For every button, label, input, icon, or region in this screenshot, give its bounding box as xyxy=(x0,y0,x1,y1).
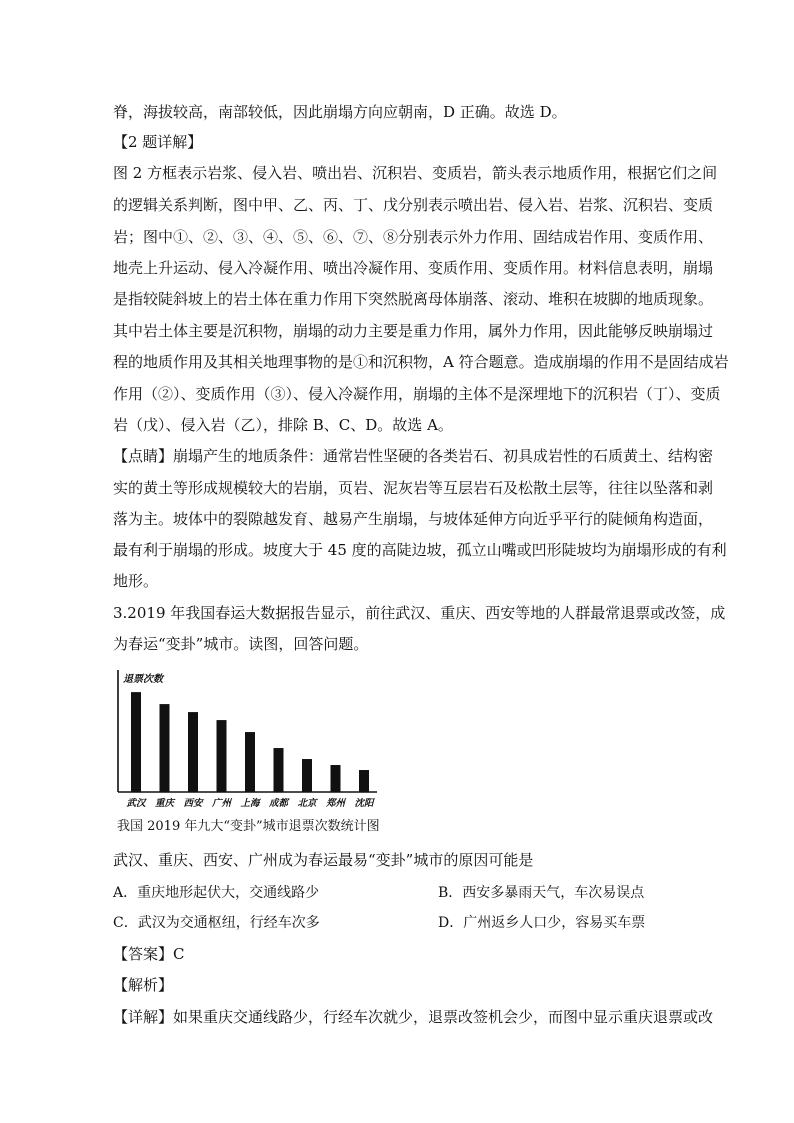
option-d[interactable]: D．广州返乡人口少，容易买车票 xyxy=(438,915,646,931)
text-line: 最有利于崩塌的形成。坡度大于 45 度的高陡边坡，孤立山嘴或凹形陡坡均为崩塌形成的有利 xyxy=(113,541,727,559)
analysis-label: 【解析】 xyxy=(113,976,174,994)
x-tick-label: 成都 xyxy=(268,798,289,809)
bar-郑州 xyxy=(331,765,341,792)
bar-沈阳 xyxy=(359,770,369,792)
question-stem: 为春运“变卦”城市。读图，回答问题。 xyxy=(113,635,369,653)
bar-成都 xyxy=(274,748,284,792)
text-line: 是指较陡斜坡上的岩土体在重力作用下突然脱离母体崩落、滚动、堆积在坡脚的地质现象。 xyxy=(113,290,714,308)
bar-chart xyxy=(113,668,381,810)
x-tick-label: 北京 xyxy=(297,798,317,809)
option-a[interactable]: A．重庆地形起伏大，交通线路少 xyxy=(113,885,320,901)
section-heading: 【2 题详解】 xyxy=(113,133,203,151)
y-axis-label: 退票次数 xyxy=(123,674,163,685)
option-c[interactable]: C．武汉为交通枢纽，行经车次多 xyxy=(113,915,320,931)
question-stem: 3.2019 年我国春运大数据报告显示，前往武汉、重庆、西安等地的人群最常退票或改签，成 xyxy=(113,604,726,622)
tip-heading: 【点睛】崩塌产生的地质条件：通常岩性坚硬的各类岩石、初具成岩性的石质黄土、结构密 xyxy=(113,447,714,465)
detail-line: 【详解】如果重庆交通线路少，行经车次就少，退票改签机会少，而图中显示重庆退票或改 xyxy=(113,1008,714,1026)
answer-line xyxy=(113,944,185,964)
question-prompt: 武汉、重庆、西安、广州成为春运最易“变卦”城市的原因可能是 xyxy=(113,851,534,869)
text-line: 脊，海拔较高，南部较低，因此崩塌方向应朝南，D 正确。故选 D。 xyxy=(113,103,567,121)
text-line: 作用（②）、变质作用（③）、侵入冷凝作用，崩塌的主体不是深埋地下的沉积岩（丁）、变质 xyxy=(113,385,721,403)
text-line: 的逻辑关系判断，图中甲、乙、丙、丁、戊分别表示喷出岩、侵入岩、岩浆、沉积岩、变质 xyxy=(113,196,714,214)
option-b[interactable]: B．西安多暴雨天气，车次易误点 xyxy=(438,885,645,901)
bar-重庆 xyxy=(160,704,170,792)
text-line: 地形。 xyxy=(113,572,159,590)
x-tick-label: 西安 xyxy=(183,798,203,809)
answer-value: C xyxy=(173,945,185,963)
bar-广州 xyxy=(217,720,227,792)
bar-武汉 xyxy=(131,692,141,792)
chart-caption: 我国 2019 年九大“变卦”城市退票次数统计图 xyxy=(117,819,380,834)
text-line: 实的黄土等形成规模较大的岩崩，页岩、泥灰岩等互层岩石及松散土层等，往往以坠落和剥 xyxy=(113,479,714,497)
x-tick-label: 郑州 xyxy=(325,798,346,809)
answer-label: 【答案】 xyxy=(113,945,174,963)
text-line: 地壳上升运动、侵入冷凝作用、喷出冷凝作用、变质作用、变质作用。材料信息表明，崩塌 xyxy=(113,259,714,277)
text-line: 岩；图中①、②、③、④、⑤、⑥、⑦、⑧分别表示外力作用、固结成岩作用、变质作用、 xyxy=(113,228,714,246)
text-line: 落为主。坡体中的裂隙越发育、越易产生崩塌，与坡体延伸方向近乎平行的陡倾角构造面， xyxy=(113,510,714,528)
x-tick-label: 上海 xyxy=(240,798,260,809)
x-tick-label: 重庆 xyxy=(154,798,175,809)
x-tick-label: 广州 xyxy=(211,798,232,809)
text-line: 其中岩土体主要是沉积物，崩塌的动力主要是重力作用，属外力作用，因此能够反映崩塌过 xyxy=(113,322,714,340)
x-tick-label: 沈阳 xyxy=(354,798,374,809)
bar-北京 xyxy=(302,759,312,792)
x-tick-label: 武汉 xyxy=(126,798,146,809)
text-line: 程的地质作用及其相关地理事物的是①和沉积物，A 符合题意。造成崩塌的作用不是固结成岩 xyxy=(113,353,729,371)
text-line: 岩（戊）、侵入岩（乙），排除 B、C、D。故选 A。 xyxy=(113,416,453,434)
bar-西安 xyxy=(188,712,198,792)
text-line: 图 2 方框表示岩浆、侵入岩、喷出岩、沉积岩、变质岩，箭头表示地质作用，根据它们之间 xyxy=(113,164,718,182)
bar-上海 xyxy=(245,732,255,792)
